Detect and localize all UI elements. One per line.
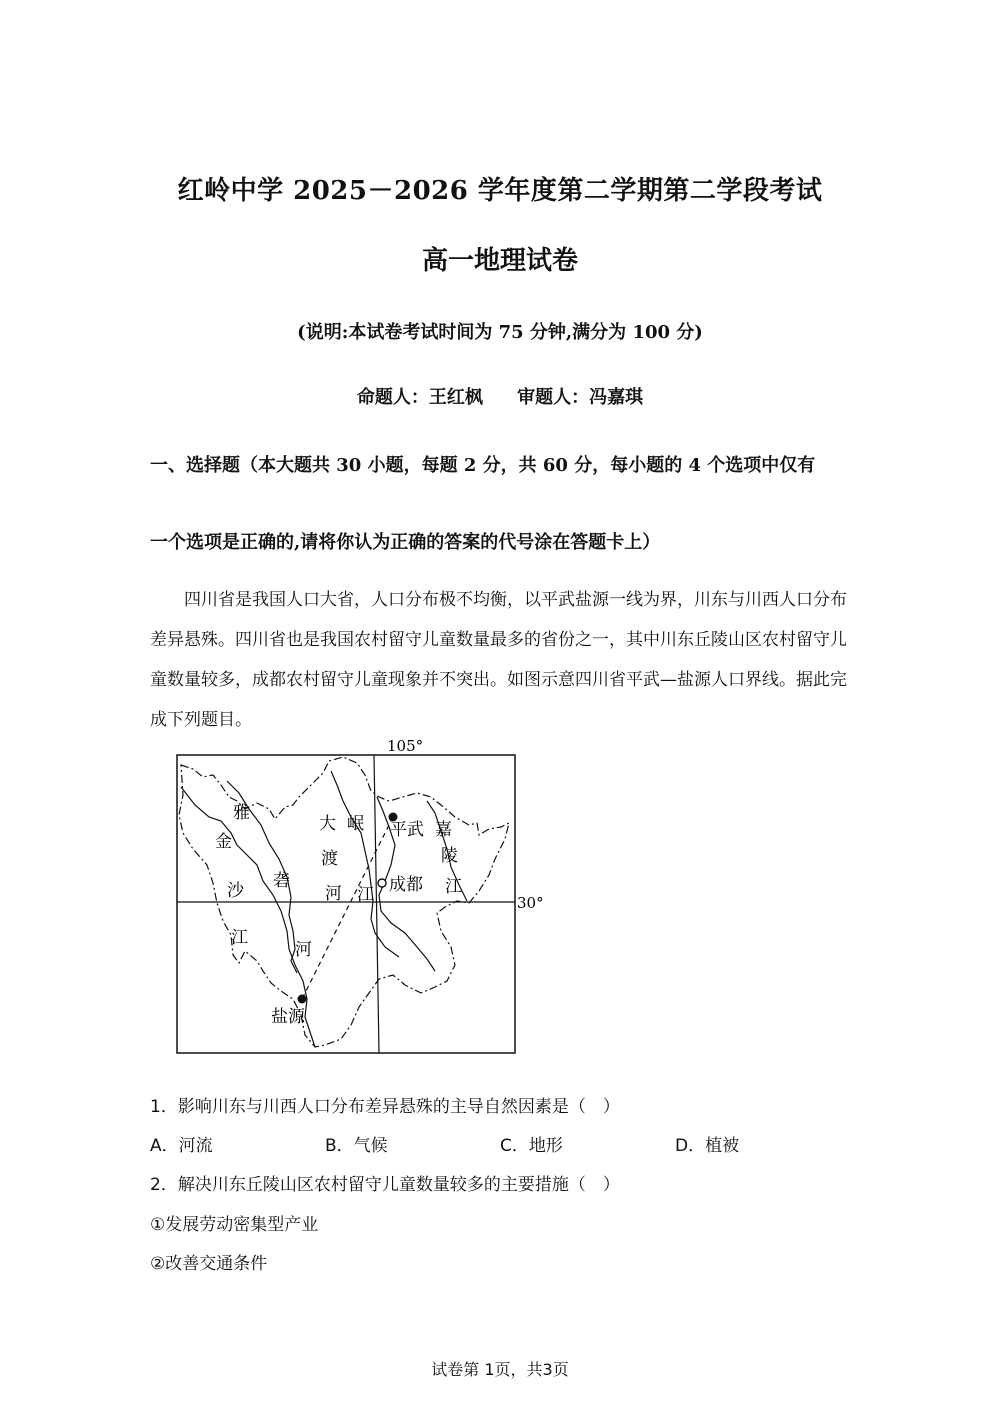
chengdu-label: 成都 (389, 875, 423, 895)
option-a[interactable]: A．河流 (150, 1136, 213, 1156)
statement-2: ②改善交通条件 (150, 1254, 268, 1274)
section-heading-line1: 一、选择题（本大题共 30 小题，每题 2 分，共 60 分，每小题的 4 个选项中仅有 (150, 455, 816, 476)
yanyuan-dot (298, 995, 307, 1004)
setter: 命题人：王红枫 (356, 387, 483, 408)
yalong-char-1: 雅 (233, 803, 250, 823)
jialing-char-3: 江 (445, 877, 462, 897)
question-2-stem: 2．解决川东丘陵山区农村留守儿童数量较多的主要措施（ ） (150, 1175, 620, 1195)
option-b[interactable]: B．气候 (325, 1136, 388, 1156)
yalong-char-2: 砻 (273, 871, 290, 891)
exam-subtitle: 高一地理试卷 (421, 246, 578, 276)
statement-1: ①发展劳动密集型产业 (150, 1215, 319, 1235)
exam-note: (说明:本试卷考试时间为 75 分钟,满分为 100 分) (297, 322, 703, 343)
exam-title: 红岭中学 2025－2026 学年度第二学期第二学段考试 (177, 176, 823, 206)
pingwu-label: 平武 (390, 820, 424, 840)
dadu-char-1: 大 (319, 814, 336, 834)
min-char-2: 江 (357, 885, 374, 905)
section-heading-line2: 一个选项是正确的,请将你认为正确的答案的代号涂在答题卡上） (150, 532, 661, 553)
min-char-1: 岷 (347, 814, 364, 834)
reviewer: 审题人：冯嘉琪 (517, 387, 644, 408)
option-d[interactable]: D．植被 (675, 1136, 740, 1156)
jialing-char-1: 嘉 (435, 820, 452, 840)
sichuan-map (165, 735, 565, 1065)
jinsha-char-3: 江 (231, 928, 248, 948)
question-1-stem: 1．影响川东与川西人口分布差异悬殊的主导自然因素是（ ） (150, 1097, 620, 1117)
question-1-options (150, 1131, 870, 1155)
yalong-char-3: 河 (295, 940, 312, 960)
jinsha-char-1: 金 (215, 832, 232, 852)
dadu-char-3: 河 (325, 884, 342, 904)
chengdu-dot (378, 879, 386, 887)
page-footer: 试卷第 1页，共3页 (431, 1360, 569, 1379)
map-figure (165, 735, 565, 1065)
population-boundary-line (302, 817, 393, 999)
latitude-label: 30° (517, 894, 544, 912)
option-c[interactable]: C．地形 (500, 1136, 563, 1156)
jialing-char-2: 陵 (441, 846, 458, 866)
exam-authors (0, 383, 1000, 409)
jinsha-char-2: 沙 (227, 881, 244, 901)
map-frame (177, 755, 515, 1053)
dadu-river (331, 771, 399, 957)
dadu-char-2: 渡 (321, 849, 338, 869)
yanyuan-label: 盐源 (271, 1007, 305, 1027)
longitude-label: 105° (387, 737, 424, 755)
reading-passage: 四川省是我国人口大省，人口分布极不均衡，以平武盐源一线为界，川东与川西人口分布差异悬殊。四川省也是我国农村留守儿童数量最多的省份之一，其中川东丘陵山区农村留守儿童数量较多，成都农村留守儿童现象并不突出。如图示意四川省平武—盐源人口界线。据此完成下列题目。 (150, 590, 847, 730)
